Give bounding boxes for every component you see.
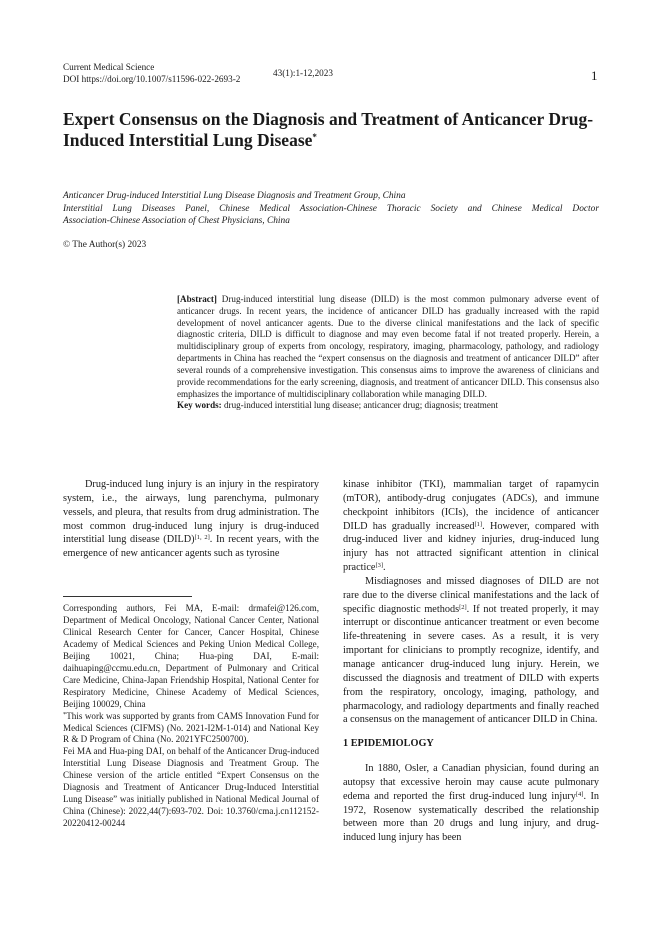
affiliation-2-line-1: Interstitial Lung Diseases Panel, Chinese Medical Association-Chinese Thoracic Society and Chinese Medical Doctor [63, 203, 599, 214]
keywords-label: Key words: [177, 400, 222, 411]
journal-name: Current Medical Science [63, 62, 155, 72]
affiliation-1: Anticancer Drug-induced Interstitial Lung Disease Diagnosis and Treatment Group, China [63, 191, 406, 201]
article-title-text: Expert Consensus on the Diagnosis and Treatment of Anticancer Drug-Induced Interstitial Lung Disease [63, 109, 594, 150]
body-paragraph [343, 575, 599, 727]
abstract-text: Drug-induced interstitial lung disease (DILD) is the most common pulmonary adverse event of anticancer drugs. In recent years, the incidence of anticancer DILD has gradually increased with the rapid development of novel anticancer agents. Due to the diverse clinical manifestations and the lack of specific diagnostic criteria, DILD is difficult to diagnose and may even become fatal if not treated properly. Herein, a multidisciplinary group of experts from oncology, respiratory, imaging, pharmacology, pathology, and radiology departments in China has reached the “expert consensus on the diagnosis and treatment of anticancer DILD” after several rounds of a comprehensive investigation. This consensus aims to improve the awareness of clinicians and provide recommendations for the early screening, diagnosis, and treatment of anticancer DILD. This consensus also emphasizes the importance of multidisciplinary collaboration while managing DILD. [177, 294, 600, 399]
left-column [63, 478, 319, 561]
footnote-divider [63, 596, 192, 597]
citation-ref[interactable]: [1] [474, 520, 483, 528]
body-text: . [383, 562, 386, 574]
body-text: Drug-induced lung injury is an injury in the respiratory system, i.e., the airways, lung parenchyma, pulmonary vessels, and pleura, that results from drug administration. The most common drug-induced lung injury is drug-induced interstitial lung disease (DILD) [63, 479, 319, 546]
affiliation-2-line-2: Association-Chinese Association of Chest Physicians, China [63, 216, 290, 226]
citation-ref[interactable]: [2] [459, 603, 467, 611]
abstract-block [177, 294, 599, 412]
funding-mark: * [63, 710, 67, 718]
body-text: In 1880, Osler, a Canadian physician, found during an autopsy that excessive heroin may cause acute pulmonary edema and reported the first drug-induced lung injury [343, 763, 599, 802]
corresponding-authors-note: Corresponding authors, Fei MA, E-mail: drmafei@126.com, Department of Medical Oncology, National Cancer Center, National Clinical Research Center for Cancer, Cancer Hospital, Chinese Academy of Medical Sciences and Peking Union Medical College, Beijing 10021, China; Hua-ping DAI, E-mail: daihuaping@ccmu.edu.cn, Department of Pulmonary and Critical Care Medicine, China-Japan Friendship Hospital, National Center for Respiratory Medicine, Chinese Academy of Medical Sciences, Beijing 100029, China [63, 603, 319, 709]
right-column [343, 478, 599, 845]
funding-note [63, 711, 319, 747]
body-text: . In recent years, with the emergence of new anticancer agents such as tyrosine [63, 534, 319, 560]
citation-ref[interactable]: [3] [375, 562, 384, 570]
body-text: . In 1972, Rosenow systematically described the relationship between more than 20 drugs and lung injury, and drug-induced lung injury has been [343, 790, 599, 844]
body-paragraph [343, 478, 599, 575]
body-text: Misdiagnoses and missed diagnoses of DILD are not rare due to the diverse clinical manifestations and the lack of specific diagnostic methods [343, 575, 599, 615]
body-text: . However, compared with drug-induced liver and kidney injuries, drug-induced lung injury has not attracted significant attention in clinical practice [343, 520, 599, 574]
body-text: kinase inhibitor (TKI), mammalian target of rapamycin (mTOR), antibody-drug conjugates (ADCs), and immune checkpoint inhibitors (ICIs), the incidence of anticancer DILD has gradually increased [343, 479, 599, 532]
citation-ref[interactable]: [1, 2] [194, 534, 210, 542]
article-title [63, 109, 608, 151]
doi-link[interactable]: DOI https://doi.org/10.1007/s11596-022-2693-2 [63, 74, 241, 84]
affiliations [63, 190, 599, 228]
keywords-text: drug-induced interstitial lung disease; anticancer drug; diagnosis; treatment [224, 400, 498, 411]
section-heading: 1 EPIDEMIOLOGY [343, 738, 434, 750]
copyright-notice: © The Author(s) 2023 [63, 240, 147, 250]
footnotes [63, 603, 319, 830]
body-paragraph [63, 478, 319, 561]
body-paragraph [343, 762, 599, 845]
abstract-label: [Abstract] [177, 294, 217, 304]
volume-info: 43(1):1-12,2023 [273, 68, 333, 78]
citation-ref[interactable]: [4] [575, 790, 584, 798]
body-text: . If not treated properly, it may interrupt or discontinue anticancer treatment or even become life-threatening in severe cases. As a result, it is very important for clinicians to promptly recognize, identify, and manage anticancer drug-induced lung injury. Herein, we discussed the diagnosis and treatment of DILD with experts from the respiratory, oncology, imaging, pathology, and pharmacology, and radiology departments and finally reached a consensus on the management of anticancer DILD in China. [343, 603, 599, 726]
page-number: 1 [591, 68, 598, 83]
title-footnote-mark: * [312, 132, 317, 142]
publication-note: Fei MA and Hua-ping DAI, on behalf of the Anticancer Drug-induced Interstitial Lung Disease Diagnosis and Treatment Group. The Chinese version of the article entitled “Expert Consensus on the Diagnosis and Treatment of Anticancer Drug-Induced Interstitial Lung Disease” was initially published in National Medical Journal of China (Chinese): 2022,44(7):693-702. Doi: 10.3760/cma.j.cn112152-20220412-00244 [63, 746, 319, 829]
funding-text: This work was supported by grants from CAMS Innovation Fund for Medical Sciences (CIFMS) (No. 2021-I2M-1-014) and National Key R & D Program of China (No. 2021YFC2500700). [63, 710, 319, 745]
